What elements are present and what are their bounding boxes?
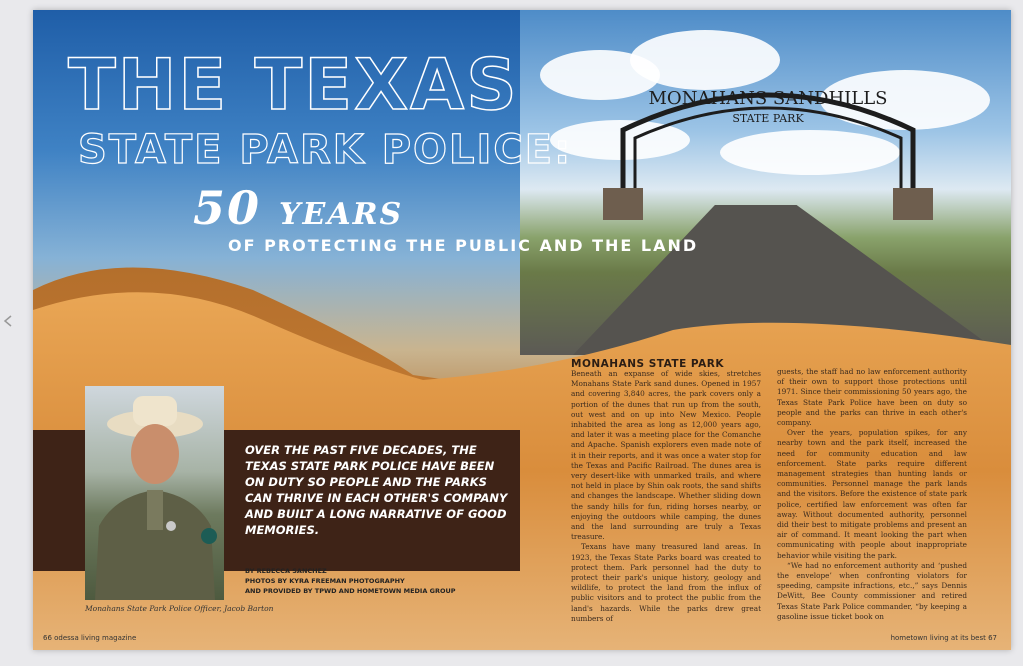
footer-right: hometown living at its best 67: [890, 634, 997, 642]
byline-photos: PHOTOS BY KYRA FREEMAN PHOTOGRAPHY: [245, 577, 405, 585]
paragraph: “We had no enforcement authority and ‘pushed the envelope’ when confronting violators for speeding, campsite infractions, etc.,” says Dennis DeWitt, Bee County commissioner and retired Texas State Park Police commander, “by keeping a gasoline issue ticket book on: [777, 560, 967, 621]
magazine-spread: [33, 10, 1011, 650]
title-line-3: [193, 182, 403, 241]
paragraph: Texans have many treasured land areas. In 1923, the Texas State Parks board was created to protect them. Park personnel had the duty to protect their park's unique history, geology and wildlife, to protect the land from the influx of public visitors and to protect the public from the land's hazards. While the parks drew great numbers of: [571, 542, 761, 623]
byline-author: BY REBECCA SANCHEZ: [245, 567, 327, 575]
title-line-1: THE TEXAS: [68, 44, 519, 126]
byline-photos-credit: AND PROVIDED BY TPWD AND HOMETOWN MEDIA GROUP: [245, 587, 456, 595]
article-column-1: [571, 369, 761, 624]
title-subtitle: OF PROTECTING THE PUBLIC AND THE LAND: [228, 236, 699, 255]
paragraph: Over the years, population spikes, for any nearby town and the park itself, increased the need for community education and law enforcement. State parks require different management strategies than hunting lands or communities. Personnel manage the park lands and the visitors. Before the existence of state park police, certified law enforcement was often far away. Without documented authority, personnel did their best to mitigate problems and present an air of command. It meant looking the part when communicating with people about inappropriate behavior while visiting the park.: [777, 428, 967, 560]
byline: [245, 566, 456, 596]
article-column-2: [777, 367, 967, 622]
sign-subtitle: STATE PARK: [732, 112, 804, 125]
title-years: YEARS: [279, 197, 404, 232]
title-line-2: STATE PARK POLICE:: [78, 127, 573, 173]
footer-left: 66 odessa living magazine: [43, 634, 137, 642]
park-sign-arch: [603, 70, 933, 220]
sign-name: MONAHANS SANDHILLS: [648, 88, 888, 109]
title-number: 50: [193, 181, 262, 235]
paragraph: Beneath an expanse of wide skies, stretches Monahans State Park sand dunes. Opened in 1957 and covering 3,840 acres, the park covers only a portion of the dunes that run up from the south, out west and on up into New Mexico. People inhabited the area as long as 12,000 years ago, and later it was a meeting place for the Comanche and Apache. Spanish explorers even made note of it in their reports, and it was once a water stop for the Texas and Pacific Railroad. The dunes area is very desert-like with unmarked trails, and where not held in place by Shin oak roots, the sand shifts and changes the landscape. Whether sliding down the sandy hills for fun, riding horses nearby, or enjoying the outdoors while camping, the dunes and the land surrounding are truly a Texas treasure.: [571, 369, 761, 542]
section-heading: MONAHANS STATE PARK: [571, 358, 724, 370]
previous-page-icon[interactable]: [2, 315, 14, 327]
officer-portrait: [85, 386, 224, 600]
paragraph: guests, the staff had no law enforcement authority of their own to support those protections until 1971. Since their commissioning 50 years ago, the Texas State Park Police have been on duty so people and the parks can thrive in each other's company.: [777, 367, 967, 428]
pull-quote: OVER THE PAST FIVE DECADES, THE TEXAS STATE PARK POLICE HAVE BEEN ON DUTY SO PEOPLE AND THE PARKS CAN THRIVE IN EACH OTHER'S COMPANY AND BUILT A LONG NARRATIVE OF GOOD MEMORIES.: [245, 443, 508, 537]
photo-caption: Monahans State Park Police Officer, Jacob Barton: [85, 604, 274, 613]
